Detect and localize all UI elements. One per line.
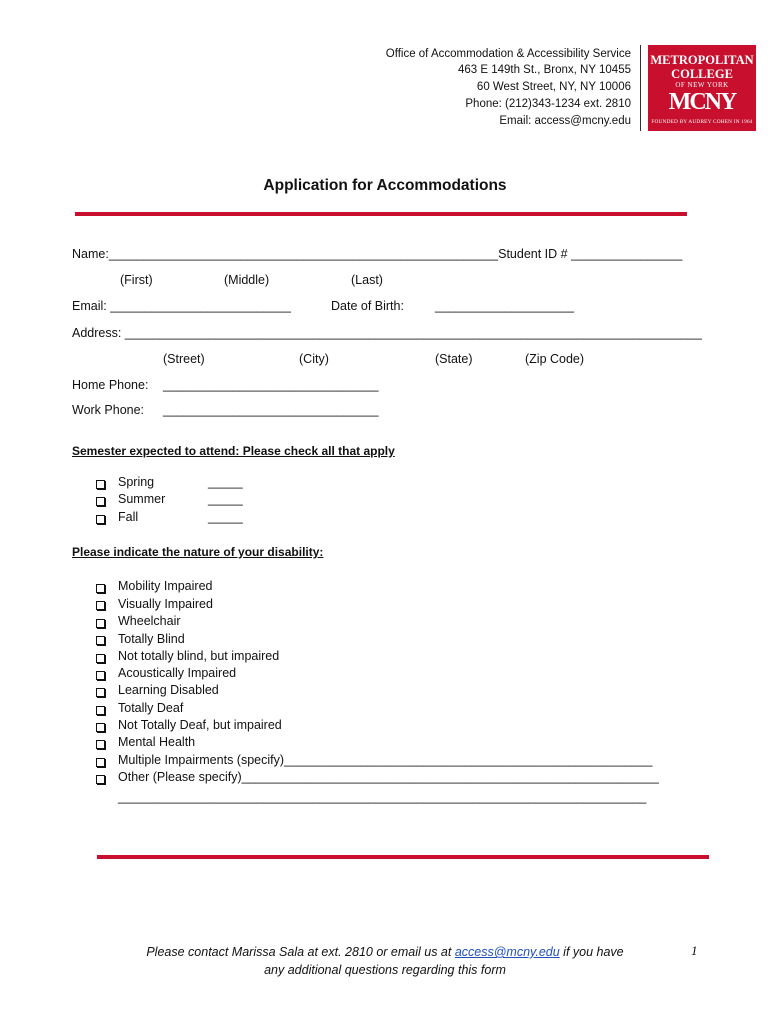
header-email: Email: access@mcny.edu [499,115,631,127]
disability-heading: Please indicate the nature of your disability: [72,545,324,559]
checkbox-disability[interactable] [96,688,105,697]
checkbox-fall[interactable] [96,515,105,524]
checkbox-disability[interactable] [96,584,105,593]
header-address-1: 463 E 149th St., Bronx, NY 10455 [457,64,631,76]
checkbox-disability[interactable] [96,671,105,680]
disability-option: Acoustically Impaired [118,666,237,680]
checkbox-disability[interactable] [96,775,105,784]
disability-option: Not totally blind, but impaired [118,649,280,663]
footer-email-link[interactable]: access@mcny.edu [454,945,560,959]
logo-mark: MCNY [668,89,736,115]
checkbox-disability[interactable] [96,740,105,749]
work-phone-field-line[interactable]: _______________________________ [163,403,379,417]
title-divider [75,212,687,216]
home-phone-label: Home Phone: [72,378,149,392]
disability-option: Totally Deaf [118,701,184,715]
disability-option: Not Totally Deaf, but impaired [118,718,282,732]
disability-option-other[interactable]: Other (Please specify)____________________________________________________________ [118,770,659,784]
semester-blank-fall[interactable]: _____ [208,510,243,524]
header-phone: Phone: (212)343-1234 ext. 2810 [465,98,631,110]
disability-option: Totally Blind [118,632,185,646]
footer-divider [97,855,709,859]
name-middle-caption: (Middle) [224,273,270,287]
semester-label-spring: Spring [118,475,155,489]
semester-label-fall: Fall [118,510,139,524]
page-number: 1 [691,943,698,958]
checkbox-disability[interactable] [96,619,105,628]
header-org: Office of Accommodation & Accessibility Service [385,48,631,60]
checkbox-disability[interactable] [96,636,105,645]
email-field-line[interactable]: Email: __________________________ [72,299,291,313]
name-last-caption: (Last) [351,273,383,287]
checkbox-disability[interactable] [96,706,105,715]
page-title: Application for Accommodations [263,177,507,194]
checkbox-summer[interactable] [96,497,105,506]
home-phone-field-line[interactable]: _______________________________ [163,378,379,392]
semester-blank-summer[interactable]: _____ [208,492,243,506]
dob-label: Date of Birth: [331,299,404,313]
checkbox-disability[interactable] [96,654,105,663]
semester-label-summer: Summer [118,492,166,506]
address-field-line[interactable]: Address: ___________________________________________________________________________________ [72,326,702,340]
address-state-caption: (State) [435,352,473,366]
logo-line-3: OF NEW YORK [675,81,729,89]
dob-field-line[interactable]: ____________________ [435,299,575,313]
address-street-caption: (Street) [163,352,205,366]
checkbox-spring[interactable] [96,480,105,489]
address-city-caption: (City) [299,352,329,366]
work-phone-label: Work Phone: [72,403,145,417]
disability-option: Visually Impaired [118,597,213,611]
header-divider [640,45,641,131]
semester-blank-spring[interactable]: _____ [208,475,243,489]
disability-option: Mental Health [118,735,196,749]
logo-line-2: COLLEGE [671,67,733,81]
college-logo [648,45,756,131]
checkbox-disability[interactable] [96,601,105,610]
disability-option: Mobility Impaired [118,579,213,593]
disability-option-multiple[interactable]: Multiple Impairments (specify)_____________________________________________________ [118,753,653,767]
footer-suffix: if you have [559,945,624,959]
disability-option: Learning Disabled [118,683,219,697]
header-address-2: 60 West Street, NY, NY 10006 [476,81,631,93]
logo-tagline: FOUNDED BY AUDREY COHEN IN 1964 [651,119,753,125]
footer-contact-line-2: any additional questions regarding this form [264,963,506,977]
footer-prefix: Please contact Marissa Sala at ext. 2810 or email us at [146,945,455,959]
name-field-line[interactable]: Name:________________________________________________________Student ID # ________________ [72,247,683,261]
footer-contact-line-1 [0,943,770,961]
name-first-caption: (First) [120,273,153,287]
checkbox-disability[interactable] [96,723,105,732]
address-zip-caption: (Zip Code) [525,352,585,366]
semester-heading: Semester expected to attend: Please check all that apply [72,444,395,458]
other-specify-extra-line[interactable]: ____________________________________________________________________________ [118,790,647,804]
logo-line-1: METROPOLITAN [650,53,754,67]
checkbox-disability[interactable] [96,758,105,767]
disability-option: Wheelchair [118,614,181,628]
